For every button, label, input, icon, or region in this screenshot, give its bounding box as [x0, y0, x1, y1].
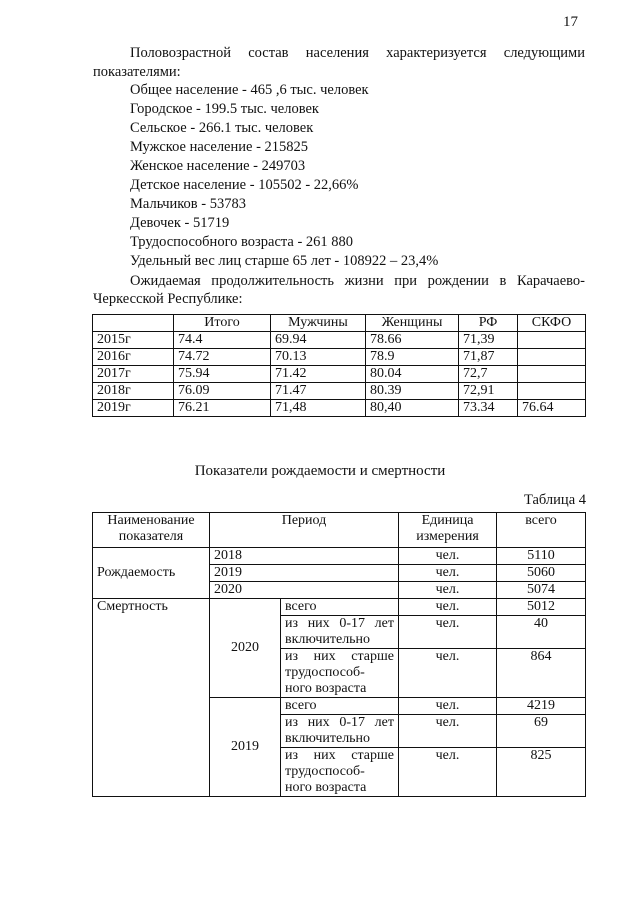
value-cell: 40 [497, 616, 586, 649]
header-cell: Мужчины [271, 315, 366, 332]
table-row [93, 366, 586, 383]
table-cell: 76.21 [174, 400, 271, 417]
year-cell: 2018г [93, 383, 174, 400]
header-period: Период [210, 513, 399, 548]
table-row [93, 332, 586, 349]
subcategory-line: из них старше [285, 748, 394, 763]
table-header-row [93, 513, 586, 548]
table-cell [518, 383, 586, 400]
life-expectancy-intro-cont: Черкесской Республике: [93, 291, 243, 307]
value-cell: 5110 [497, 548, 586, 565]
table-cell: 71,87 [459, 349, 518, 366]
header-cell [93, 315, 174, 332]
table-cell: 69.94 [271, 332, 366, 349]
table-cell: 80.04 [366, 366, 459, 383]
stat-line: Мужское население - 215825 [130, 139, 309, 155]
year-cell: 2020 [210, 582, 399, 599]
stat-line: Городское - 199.5 тыс. человек [130, 101, 319, 117]
table-cell: 80.39 [366, 383, 459, 400]
header-name: Наименование показателя [93, 513, 210, 548]
value-cell: 5060 [497, 565, 586, 582]
birth-label: Рождаемость [93, 548, 210, 599]
subcategory-cell [281, 698, 399, 715]
year-cell: 2018 [210, 548, 399, 565]
subcategory-cell [281, 748, 399, 797]
table-cell: 72,7 [459, 366, 518, 383]
unit-cell: чел. [399, 582, 497, 599]
year-cell: 2016г [93, 349, 174, 366]
header-cell: СКФО [518, 315, 586, 332]
stat-line: Трудоспособного возраста - 261 880 [130, 234, 354, 250]
unit-cell: чел. [399, 599, 497, 616]
year-cell: 2019 [210, 565, 399, 582]
value-cell: 5012 [497, 599, 586, 616]
subcategory-line: ного возраста [285, 681, 367, 696]
table-row [93, 383, 586, 400]
unit-cell: чел. [399, 748, 497, 797]
subcategory-line: всего [285, 698, 317, 713]
stat-line: Сельское - 266.1 тыс. человек [130, 120, 314, 136]
subcategory-line: трудоспособ- [285, 764, 365, 779]
value-cell: 5074 [497, 582, 586, 599]
stat-line: Детское население - 105502 - 22,66% [130, 177, 359, 193]
subcategory-cell [281, 616, 399, 649]
stat-line: Общее население - 465 ,6 тыс. человек [130, 82, 369, 98]
table-cell: 72,91 [459, 383, 518, 400]
unit-cell: чел. [399, 698, 497, 715]
year-cell: 2020 [210, 599, 281, 698]
year-cell: 2015г [93, 332, 174, 349]
table-cell: 78.66 [366, 332, 459, 349]
subcategory-line: из них 0-17 лет [285, 715, 394, 730]
table-cell: 71.42 [271, 366, 366, 383]
table-cell: 76.09 [174, 383, 271, 400]
table-cell: 76.64 [518, 400, 586, 417]
table-row [93, 349, 586, 366]
stat-line: Девочек - 51719 [130, 215, 230, 231]
unit-cell: чел. [399, 548, 497, 565]
subcategory-line: включительно [285, 731, 371, 746]
unit-cell: чел. [399, 616, 497, 649]
table-cell: 75.94 [174, 366, 271, 383]
year-cell: 2017г [93, 366, 174, 383]
unit-cell: чел. [399, 649, 497, 698]
table-cell [518, 366, 586, 383]
unit-cell: чел. [399, 715, 497, 748]
table-cell: 74.72 [174, 349, 271, 366]
birth-death-table [92, 512, 586, 797]
value-cell: 69 [497, 715, 586, 748]
value-cell: 864 [497, 649, 586, 698]
table-row [93, 599, 586, 616]
table-cell: 70.13 [271, 349, 366, 366]
subcategory-line: из них старше [285, 649, 394, 664]
life-expectancy-intro: Ожидаемая продолжительность жизни при рождении в Карачаево- [130, 273, 585, 289]
table-title: Показатели рождаемости и смертности [194, 463, 446, 479]
table-row [93, 548, 586, 565]
table-cell: 71.47 [271, 383, 366, 400]
table-cell: 71,48 [271, 400, 366, 417]
table-caption: Таблица 4 [523, 492, 586, 508]
stat-line: Мальчиков - 53783 [130, 196, 246, 212]
table-cell [518, 349, 586, 366]
value-cell: 825 [497, 748, 586, 797]
subcategory-cell [281, 715, 399, 748]
table-cell [518, 332, 586, 349]
life-expectancy-table [92, 314, 586, 417]
value-cell: 4219 [497, 698, 586, 715]
stat-line: Удельный вес лиц старше 65 лет - 108922 – 23,4% [130, 253, 439, 269]
table-row [93, 400, 586, 417]
page-number: 17 [563, 14, 578, 30]
header-unit: Единица измерения [399, 513, 497, 548]
header-cell: Женщины [366, 315, 459, 332]
header-cell: РФ [459, 315, 518, 332]
year-cell: 2019 [210, 698, 281, 797]
subcategory-cell [281, 599, 399, 616]
subcategory-line: ного возраста [285, 780, 367, 795]
subcategory-line: включительно [285, 632, 371, 647]
table-cell: 73.34 [459, 400, 518, 417]
table-header-row [93, 315, 586, 332]
table-cell: 74.4 [174, 332, 271, 349]
unit-cell: чел. [399, 565, 497, 582]
table-cell: 80,40 [366, 400, 459, 417]
subcategory-line: всего [285, 599, 317, 614]
subcategory-line: из них 0-17 лет [285, 616, 394, 631]
subcategory-line: трудоспособ- [285, 665, 365, 680]
year-cell: 2019г [93, 400, 174, 417]
table-cell: 71,39 [459, 332, 518, 349]
table-cell: 78.9 [366, 349, 459, 366]
intro-paragraph: Половозрастной состав населения характеризуется следующими показателями: [93, 45, 585, 80]
stat-line: Женское население - 249703 [130, 158, 306, 174]
header-cell: Итого [174, 315, 271, 332]
header-total: всего [497, 513, 586, 548]
subcategory-cell [281, 649, 399, 698]
death-label: Смертность [93, 599, 210, 797]
